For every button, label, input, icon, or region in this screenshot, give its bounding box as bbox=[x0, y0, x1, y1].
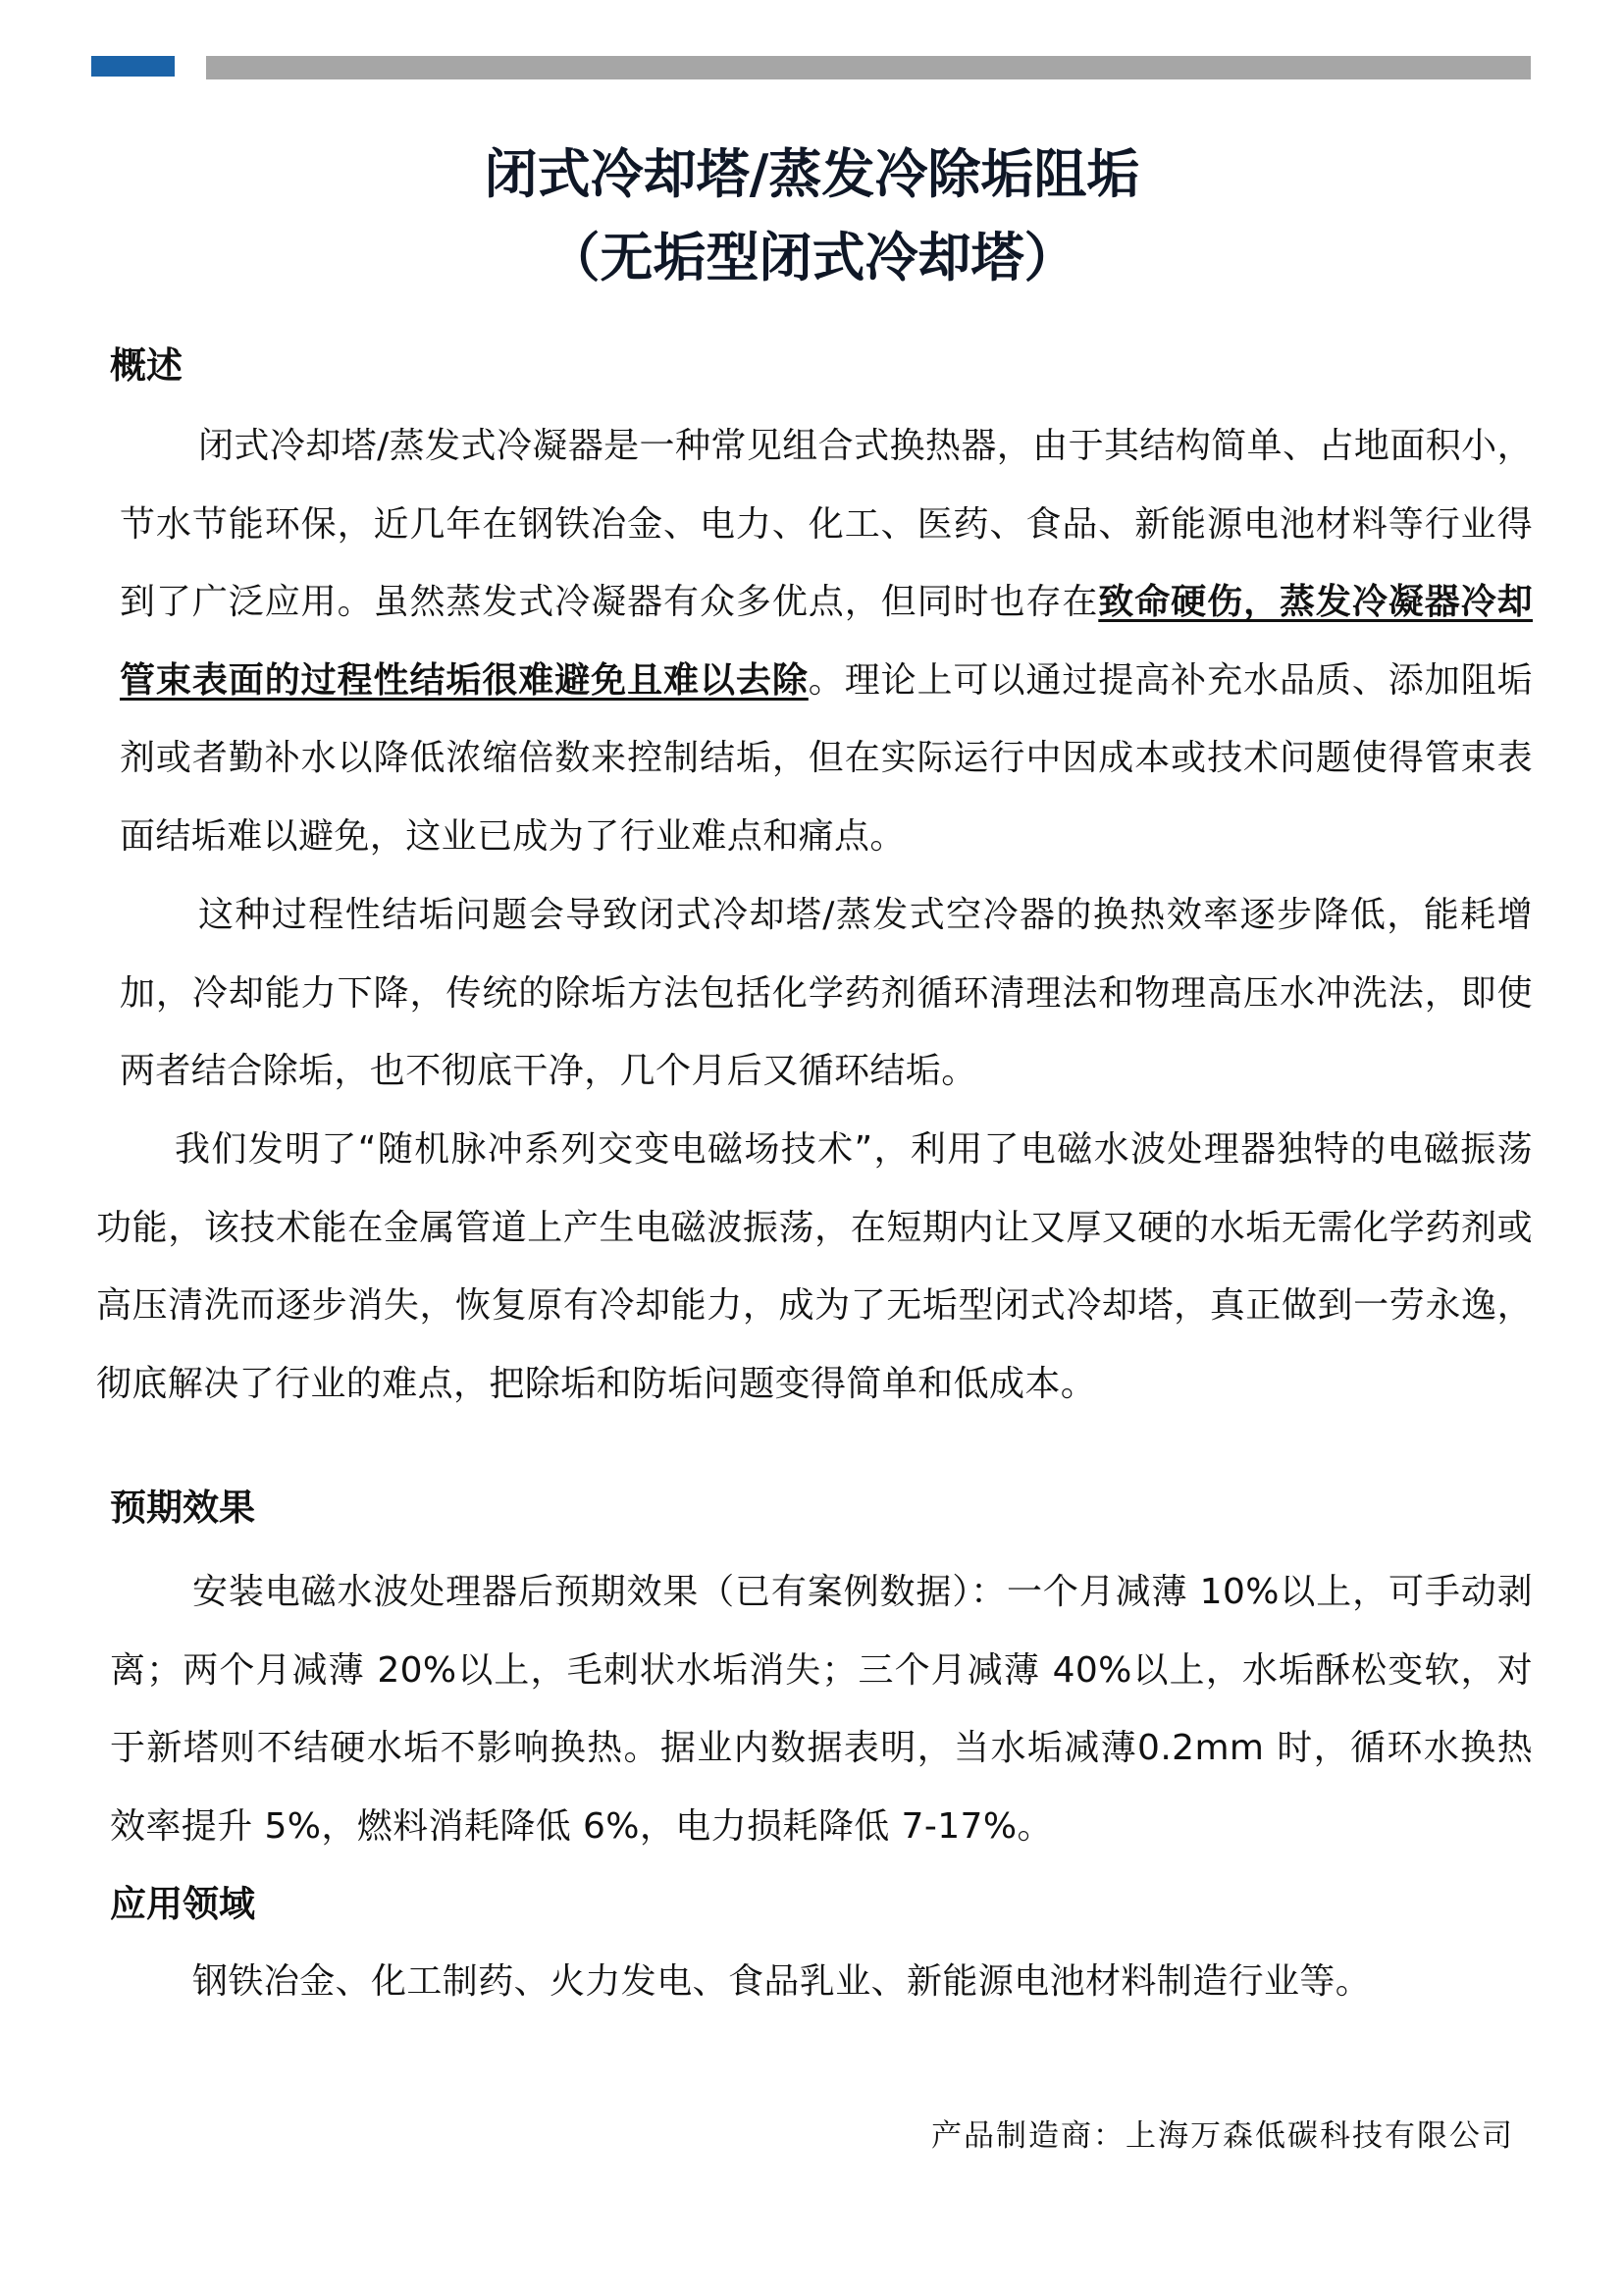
overview-p1-text-b: 。理论上可以通过提高补充水品质、添加阻垢剂或者勤补水以降低浓缩倍数来控制结垢，但在实际运行中因成本或技术问题使得管束表面结垢难以避免，这业已成为了行业难点和痛点。 bbox=[120, 659, 1533, 857]
section-heading-applications: 应用领域 bbox=[110, 1883, 255, 1925]
page-title-line-2: （无垢型闭式冷却塔） bbox=[547, 227, 1077, 288]
applications-paragraph: 钢铁冶金、化工制药、火力发电、食品乳业、新能源电池材料制造行业等。 bbox=[192, 1961, 1372, 2002]
manufacturer-line: 产品制造商：上海万森低碳科技有限公司 bbox=[931, 2118, 1514, 2154]
overview-p1-emphasis: 致命硬伤，蒸发冷凝器冷却管束表面的过程性结垢很难避免且难以去除 bbox=[120, 582, 1533, 701]
overview-paragraph-1 bbox=[120, 407, 1533, 875]
header-accent-bar bbox=[91, 56, 175, 77]
section-heading-overview: 概述 bbox=[110, 344, 183, 387]
section-heading-effect: 预期效果 bbox=[110, 1487, 255, 1529]
page-title-line-1: 闭式冷却塔/蒸发冷除垢阻垢 bbox=[484, 143, 1140, 205]
overview-paragraph-3: 我们发明了“随机脉冲系列交变电磁场技术”，利用了电磁水波处理器独特的电磁振荡功能，该技术能在金属管道上产生电磁波振荡，在短期内让又厚又硬的水垢无需化学药剂或高压清洗而逐步消失，恢复原有冷却能力，成为了无垢型闭式冷却塔，真正做到一劳永逸，彻底解决了行业的难点，把除垢和防垢问题变得简单和低成本。 bbox=[96, 1129, 1533, 1404]
header-rule-bar bbox=[206, 56, 1531, 79]
overview-p1-text-a: 闭式冷却塔/蒸发式冷凝器是一种常见组合式换热器，由于其结构简单、占地面积小，节水节能环保，近几年在钢铁冶金、电力、化工、医药、食品、新能源电池材料等行业得到了广泛应用。虽然蒸发式冷凝器有众多优点，但同时也存在 bbox=[120, 426, 1533, 622]
overview-paragraph-2: 这种过程性结垢问题会导致闭式冷却塔/蒸发式空冷器的换热效率逐步降低，能耗增加，冷却能力下降，传统的除垢方法包括化学药剂循环清理法和物理高压水冲洗法，即使两者结合除垢，也不彻底干净，几个月后又循环结垢。 bbox=[120, 895, 1533, 1091]
effect-paragraph: 安装电磁水波处理器后预期效果（已有案例数据）：一个月减薄 10%以上，可手动剥离；两个月减薄 20%以上，毛刺状水垢消失；三个月减薄 40%以上，水垢酥松变软，对于新塔则不结硬水垢不影响换热。据业内数据表明，当水垢减薄0.2mm 时，循环水换热效率提升 5%，燃料消耗降低 6%，电力损耗降低 7-17%。 bbox=[110, 1572, 1533, 1847]
